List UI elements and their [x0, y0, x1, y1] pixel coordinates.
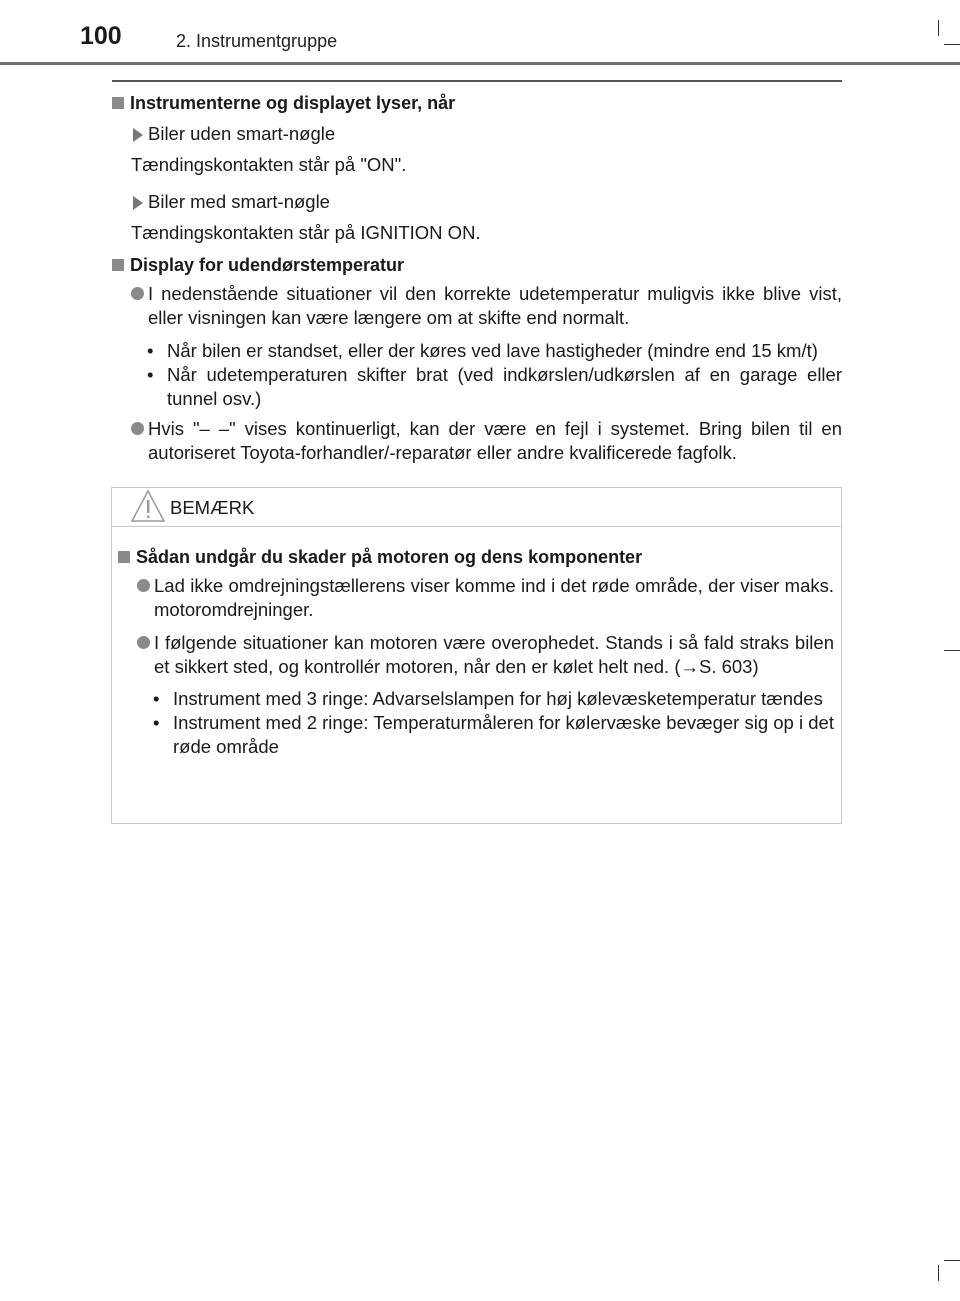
- bullet-item: [118, 711, 834, 759]
- bullet-icon: •: [153, 688, 160, 709]
- bullet-item: [118, 687, 834, 711]
- paragraph: Tændingskontakten står på "ON".: [131, 154, 407, 175]
- crop-mark: [938, 1265, 939, 1281]
- section-heading: [112, 92, 842, 114]
- list-item: [112, 122, 842, 146]
- triangle-right-icon: [133, 196, 143, 210]
- bullet-icon: •: [153, 712, 160, 733]
- gray-square-icon: [118, 551, 130, 563]
- list-item: [112, 417, 842, 465]
- chapter-title: 2. Instrumentgruppe: [176, 31, 338, 51]
- bullet-icon: •: [147, 340, 154, 361]
- page-number: 100: [80, 22, 122, 50]
- list-item: [112, 190, 842, 214]
- sub-heading: Biler med smart-nøgle: [148, 191, 330, 212]
- bullet-text: Når bilen er standset, eller der køres ved lave hastigheder (mindre end 15 km/t): [167, 340, 818, 361]
- warning-triangle-icon: [130, 489, 166, 523]
- paragraph: I nedenstående situationer vil den korrekte udetemperatur muligvis ikke blive vist, eller visningen kan være længere om at skifte end normalt.: [148, 283, 842, 328]
- paragraph: Hvis "– –" vises kontinuerligt, kan der være en fejl i systemet. Bring bilen til en autoriseret Toyota-forhandler/-reparatør eller andre kvalificerede fagfolk.: [148, 418, 842, 463]
- section-divider: [112, 80, 842, 82]
- section-heading: [112, 254, 842, 276]
- notice-header: [112, 488, 841, 527]
- main-content: [112, 92, 842, 465]
- bullet-item: [112, 339, 842, 363]
- header-divider: [0, 62, 960, 65]
- gray-dot-icon: [131, 287, 144, 300]
- triangle-right-icon: [133, 128, 143, 142]
- gray-square-icon: [112, 97, 124, 109]
- crop-mark: [938, 20, 939, 36]
- list-item: [118, 574, 834, 622]
- notice-box: [111, 487, 842, 824]
- notice-body: [118, 546, 834, 759]
- section-heading-text: Instrumenterne og displayet lyser, når: [130, 93, 456, 113]
- section-heading-text: Display for udendørstemperatur: [130, 255, 405, 275]
- crop-mark: [944, 44, 960, 45]
- gray-square-icon: [112, 259, 124, 271]
- notice-title: BEMÆRK: [170, 497, 255, 518]
- gray-dot-icon: [137, 636, 150, 649]
- crop-mark: [944, 1260, 960, 1261]
- bullet-item: [112, 363, 842, 411]
- bullet-text: Instrument med 3 ringe: Advarselslampen for høj kølevæsketemperatur tændes: [173, 688, 823, 709]
- notice-heading-text: Sådan undgår du skader på motoren og dens komponenter: [136, 547, 643, 567]
- bullet-text: Instrument med 2 ringe: Temperaturmåleren for kølervæske bevæger sig op i det røde område: [173, 712, 834, 757]
- list-item: [118, 631, 834, 679]
- notice-heading: [118, 546, 834, 568]
- paragraph: Lad ikke omdrejningstællerens viser komme ind i det røde område, der viser maks. motoromdrejninger.: [154, 575, 834, 620]
- gray-dot-icon: [131, 422, 144, 435]
- bullet-icon: •: [147, 364, 154, 385]
- bullet-text: Når udetemperaturen skifter brat (ved indkørslen/udkørslen af en garage eller tunnel osv.): [167, 364, 842, 409]
- paragraph: I følgende situationer kan motoren være overophedet. Stands i så fald straks bilen et sikkert sted, og kontrollér motoren, når den er kølet helt ned. (→S. 603): [154, 632, 834, 677]
- list-item: [112, 282, 842, 330]
- crop-mark: [944, 650, 960, 651]
- paragraph: Tændingskontakten står på IGNITION ON.: [131, 222, 481, 243]
- sub-heading: Biler uden smart-nøgle: [148, 123, 336, 144]
- gray-dot-icon: [137, 579, 150, 592]
